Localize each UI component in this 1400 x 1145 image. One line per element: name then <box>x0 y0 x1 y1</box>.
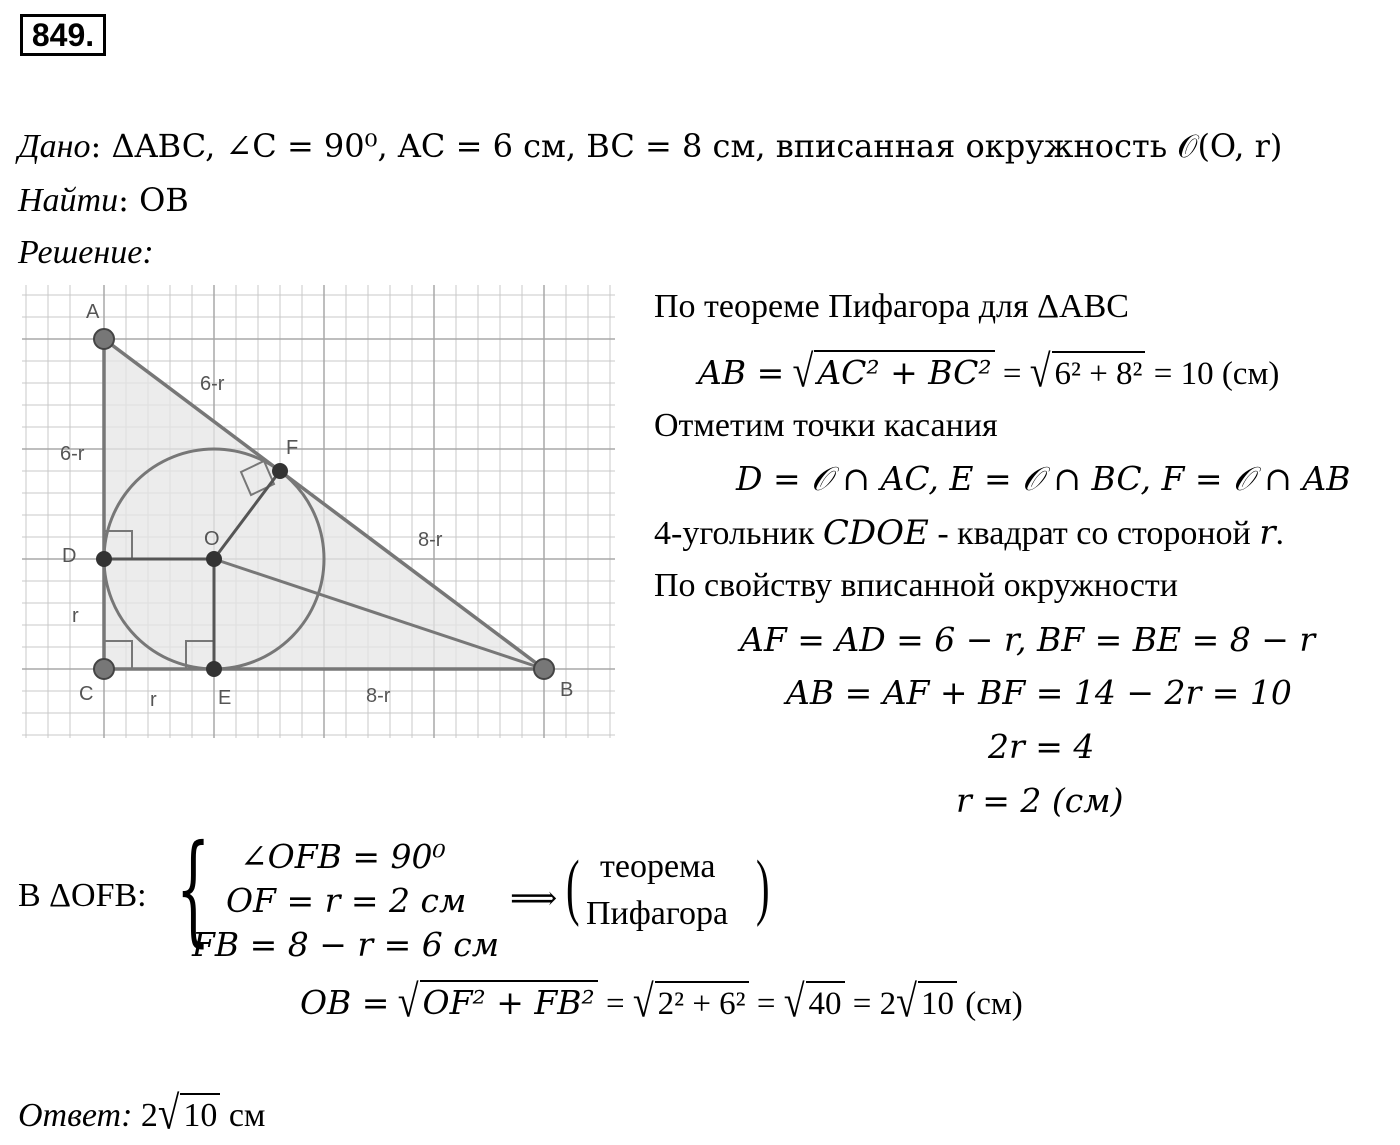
ofb-eq-3: FB = 8 − r = 6 см <box>192 925 500 964</box>
rc-eq: = <box>1002 356 1022 392</box>
ob-unit: (см) <box>965 986 1023 1022</box>
label-c: C <box>79 683 94 705</box>
sqrt-ac-bc-under: AC² + BC² <box>814 350 994 393</box>
sqrt-40-under: 40 <box>806 981 845 1024</box>
answer-radicand: 10 <box>180 1093 220 1136</box>
ob-result-line <box>300 976 1023 1028</box>
rc-line-7: AF = AD = 6 − r, BF = BE = 8 − r <box>740 620 1316 659</box>
rc-quad-e: . <box>1275 515 1284 552</box>
paren-right: ) <box>756 846 770 928</box>
ofb-label: В ΔOFB: <box>18 877 147 914</box>
answer-label: Ответ: <box>18 1097 133 1134</box>
given-text: : ΔABC, ∠C = 90⁰, AC = 6 см, BC = 8 см, вписанная окружность 𝒪(O, r) <box>90 127 1283 165</box>
label-d: D <box>62 545 77 567</box>
ob-left: OB = <box>300 983 390 1022</box>
label-be: 8-r <box>366 685 391 707</box>
sqrt-of-fb: √ OF² + FB² <box>398 980 598 1024</box>
find-label: Найти <box>18 182 119 219</box>
label-f: F <box>286 437 299 459</box>
given-label: Дано <box>18 128 91 165</box>
ob-eq-1: = <box>605 986 625 1022</box>
rc-line-8: AB = AF + BF = 14 − 2r = 10 <box>786 673 1292 712</box>
rc-ab-result: = 10 (см) <box>1153 356 1280 392</box>
rc-line-3: Отметим точки касания <box>654 407 998 444</box>
ob-eq-2: = <box>756 986 776 1022</box>
problem-number: 849. <box>20 14 106 56</box>
point-c <box>94 659 114 679</box>
reason-line-2: Пифагора <box>586 895 729 932</box>
point-a <box>94 329 114 349</box>
sqrt-40: √ 40 <box>784 981 845 1024</box>
point-b <box>534 659 554 679</box>
system-brace: { <box>176 820 211 959</box>
label-cd: r <box>72 605 79 627</box>
rc-quad-b: CDOE <box>822 513 929 553</box>
point-d <box>96 551 112 567</box>
rc-line-10: r = 2 (см) <box>956 781 1124 820</box>
rc-line-2 <box>698 346 1280 398</box>
rc-quad-a: 4-угольник <box>654 515 823 552</box>
sqrt-6-8: √ 6² + 8² <box>1030 351 1146 394</box>
ofb-eq-1: ∠OFB = 90⁰ <box>240 837 446 876</box>
answer-line <box>18 1087 266 1140</box>
label-bf: 8-r <box>418 529 443 551</box>
answer-coef: 2 <box>140 1097 158 1134</box>
label-ad: 6-r <box>60 443 85 465</box>
label-ce: r <box>150 689 157 711</box>
point-e <box>206 661 222 677</box>
reason-line-1: теорема <box>600 848 716 885</box>
label-o: O <box>204 528 220 550</box>
sqrt-2-6: √ 2² + 6² <box>633 981 749 1024</box>
rc-line-1: По теореме Пифагора для ΔABC <box>654 288 1129 325</box>
label-e: E <box>218 687 232 709</box>
point-f <box>272 463 288 479</box>
solution-label: Решение: <box>18 234 154 271</box>
rc-quad-c: - квадрат со стороной <box>928 515 1260 552</box>
label-b: B <box>560 679 574 701</box>
rc-ab: AB = <box>698 353 785 392</box>
sqrt-10-under: 10 <box>918 981 957 1024</box>
sqrt-ac-bc: √ AC² + BC² <box>792 350 994 394</box>
sqrt-10: √ 10 <box>896 981 957 1024</box>
label-a: A <box>86 301 100 323</box>
answer-sqrt: √ 10 <box>158 1093 220 1136</box>
answer-unit: см <box>228 1097 266 1134</box>
label-af: 6-r <box>200 373 225 395</box>
ofb-eq-2: OF = r = 2 см <box>226 881 467 920</box>
rc-quad-d: r <box>1259 513 1276 553</box>
paren-left: ( <box>566 846 580 928</box>
point-o <box>206 551 222 567</box>
implies-arrow: ⟹ <box>510 881 558 917</box>
sqrt-2-6-under: 2² + 6² <box>655 981 749 1024</box>
ob-eq-3: = 2 <box>852 986 897 1022</box>
rc-line-6: По свойству вписанной окружности <box>654 567 1178 604</box>
sqrt-6-8-under: 6² + 8² <box>1052 351 1146 394</box>
rc-line-9: 2r = 4 <box>988 727 1095 766</box>
sqrt-of-fb-under: OF² + FB² <box>420 980 598 1023</box>
rc-line-5 <box>654 513 1284 554</box>
rc-line-4: D = 𝒪 ∩ AC, E = 𝒪 ∩ BC, F = 𝒪 ∩ AB <box>736 459 1351 498</box>
find-text: : OB <box>118 181 189 219</box>
